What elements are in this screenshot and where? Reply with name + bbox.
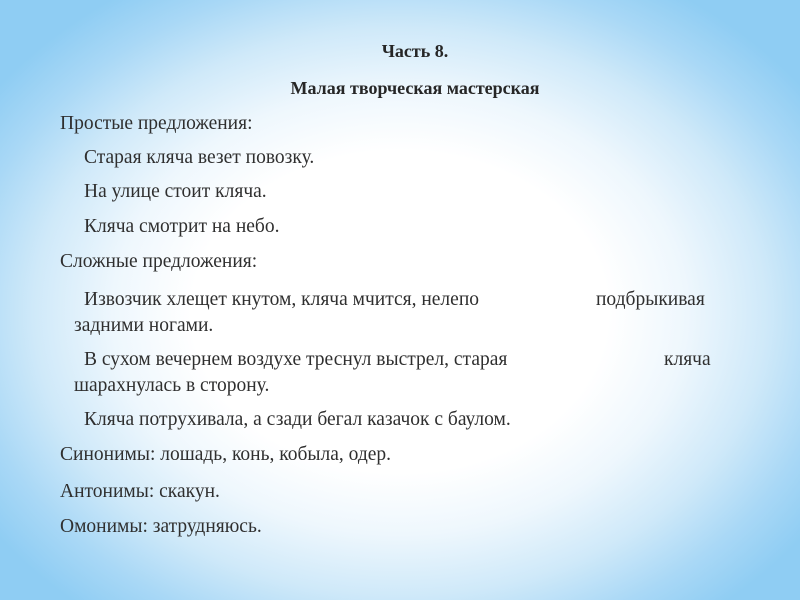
simple-sentence-2: На улице стоит кляча.: [84, 181, 267, 202]
complex-sentence-1-continuation: задними ногами.: [74, 315, 214, 336]
simple-sentence-3: Кляча смотрит на небо.: [84, 216, 280, 237]
complex-sentence-3: Кляча потрухивала, а сзади бегал казачок с баулом.: [84, 409, 511, 430]
synonyms-line: Синонимы: лошадь, конь, кобыла, одер.: [60, 444, 392, 465]
complex-sentence-2-part-b: кляча: [664, 349, 711, 370]
complex-sentence-2-continuation: шарахнулась в сторону.: [74, 375, 270, 396]
slide-subtitle: Малая творческая мастерская: [290, 78, 540, 98]
complex-sentence-1-part-a: Извозчик хлещет кнутом, кляча мчится, нелепо: [84, 289, 479, 310]
simple-sentence-1: Старая кляча везет повозку.: [84, 147, 315, 168]
antonyms-line: Антонимы: скакун.: [60, 481, 220, 502]
complex-sentence-1-part-b: подбрыкивая: [596, 289, 705, 310]
complex-sentence-2-part-a: В сухом вечернем воздухе треснул выстрел, старая: [84, 349, 508, 370]
part-title: Часть 8.: [381, 41, 449, 61]
homonyms-line: Омонимы: затрудняюсь.: [60, 516, 262, 537]
complex-sentences-heading: Сложные предложения:: [60, 251, 258, 272]
simple-sentences-heading: Простые предложения:: [60, 113, 253, 134]
